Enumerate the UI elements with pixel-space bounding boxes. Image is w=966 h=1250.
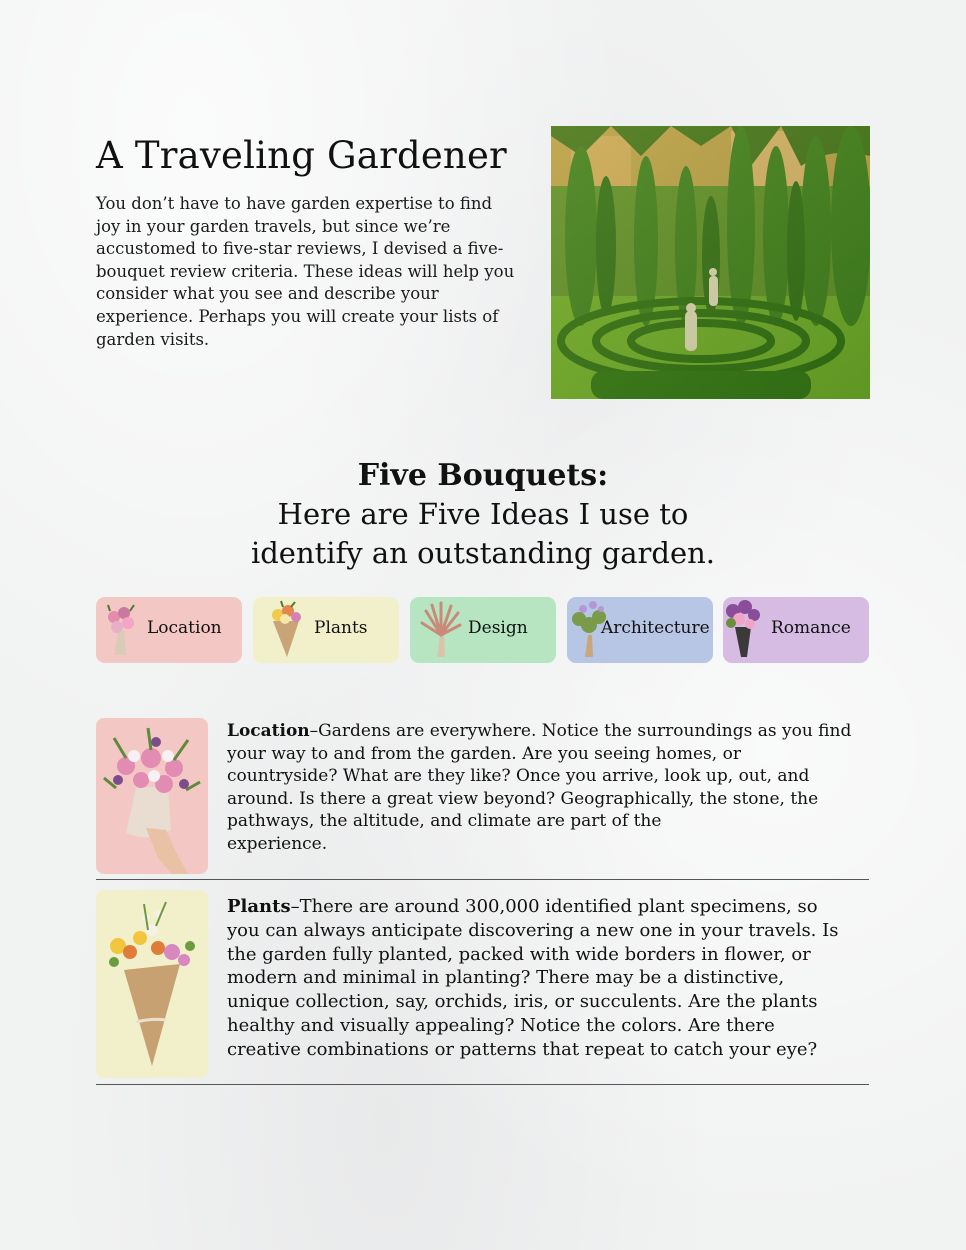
page-title: A Traveling Gardener — [96, 134, 507, 177]
location-description — [227, 720, 852, 856]
category-plants[interactable] — [253, 597, 399, 663]
dried-grass-bouquet-icon — [420, 601, 462, 659]
category-label: Romance — [771, 618, 851, 638]
subheading-line-1: Here are Five Ideas I use to — [277, 497, 689, 531]
divider — [96, 1084, 869, 1085]
divider — [96, 879, 869, 880]
plants-description — [227, 895, 852, 1062]
subheading-line-2: identify an outstanding garden. — [250, 536, 716, 570]
category-design[interactable] — [410, 597, 556, 663]
category-romance[interactable] — [723, 597, 869, 663]
pink-bouquet-icon — [104, 603, 138, 659]
entry-text: –There are around 300,000 identified plant specimens, so you can always anticipate discovering a new one in your travels. Is the garden fully planted, packed with wide borders in flower, or modern and minimal in planting? There may be a distinctive, unique collection, say, orchids, iris, or succulents. Are the plants healthy and visually appealing? Notice the colors. Are there creative combinations or patterns that repeat to catch your eye? — [227, 896, 839, 1060]
section-heading — [0, 456, 966, 573]
entry-term: Plants — [227, 896, 291, 917]
plants-bouquet-image — [96, 890, 208, 1078]
intro-paragraph: You don’t have to have garden expertise to find joy in your garden travels, but since we’re accustomed to five-star reviews, I devised a five-bouquet review criteria. These ideas will help you consider what you see and describe your experience. Perhaps you will create your lists of garden visits. — [96, 194, 515, 349]
five-bouquets-heading: Five Bouquets: — [357, 458, 609, 493]
garden-hero-image — [551, 126, 870, 399]
paper-cone-bouquet-icon — [269, 599, 303, 659]
category-location[interactable] — [96, 597, 242, 663]
entry-term: Location — [227, 721, 310, 741]
entry-text: –Gardens are everywhere. Notice the surroundings as you find your way to and from the garden. Are you seeing homes, or countryside? What are they like? Once you arrive, look up, out, and around. Is there a great view beyond? Geographically, the stone, the pathways, the altitude, and climate are part of the — [227, 721, 852, 832]
category-label: Architecture — [601, 618, 710, 638]
purple-bouquet-icon — [723, 597, 763, 659]
entry-text-end: experience. — [227, 833, 328, 854]
location-bouquet-image — [96, 718, 208, 874]
category-label: Design — [468, 618, 528, 638]
category-label: Location — [147, 618, 222, 638]
category-architecture[interactable] — [567, 597, 713, 663]
category-label: Plants — [314, 618, 368, 638]
